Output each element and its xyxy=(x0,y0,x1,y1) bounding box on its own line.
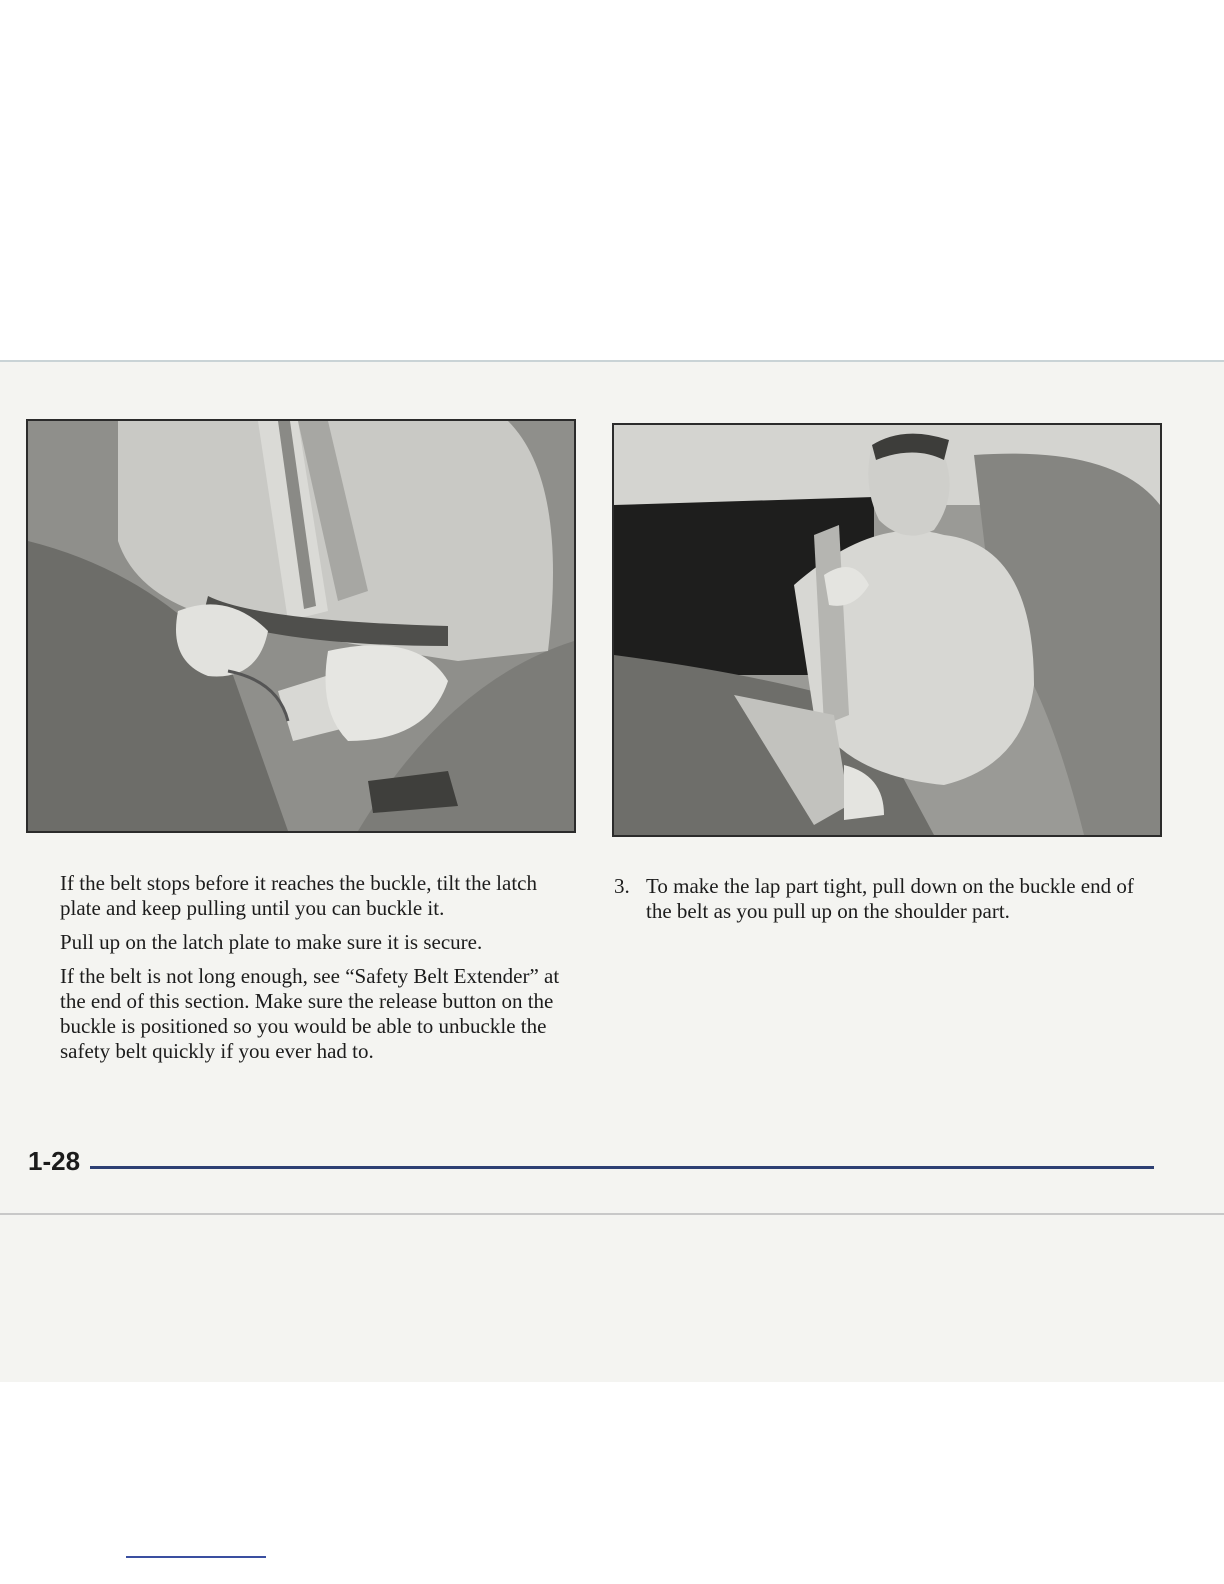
page-number: 1-28 xyxy=(28,1146,81,1176)
tightening-lap-belt-illustration xyxy=(612,423,1162,837)
footer-mark xyxy=(126,1556,266,1558)
footer-rule xyxy=(90,1166,1154,1169)
paragraph-belt-extender: If the belt is not long enough, see “Safety Belt Extender” at the end of this section. Make sure the release button on the buckle is positioned so you would be able to unbuckle the safety belt quickly if you ever had to. xyxy=(60,964,560,1063)
right-column-text xyxy=(614,874,1144,924)
step-number: 3. xyxy=(614,874,630,898)
paragraph-tilt-latch-plate: If the belt stops before it reaches the buckle, tilt the latch plate and keep pulling until you can buckle it. xyxy=(60,871,537,920)
step-3 xyxy=(614,874,1144,924)
step-text: To make the lap part tight, pull down on the buckle end of the belt as you pull up on the shoulder part. xyxy=(646,874,1134,923)
scan-edge-line xyxy=(0,1213,1224,1215)
buckling-latch-plate-illustration xyxy=(26,419,576,833)
paragraph-pull-up-latch: Pull up on the latch plate to make sure it is secure. xyxy=(60,930,483,954)
left-column-text xyxy=(60,871,560,1073)
